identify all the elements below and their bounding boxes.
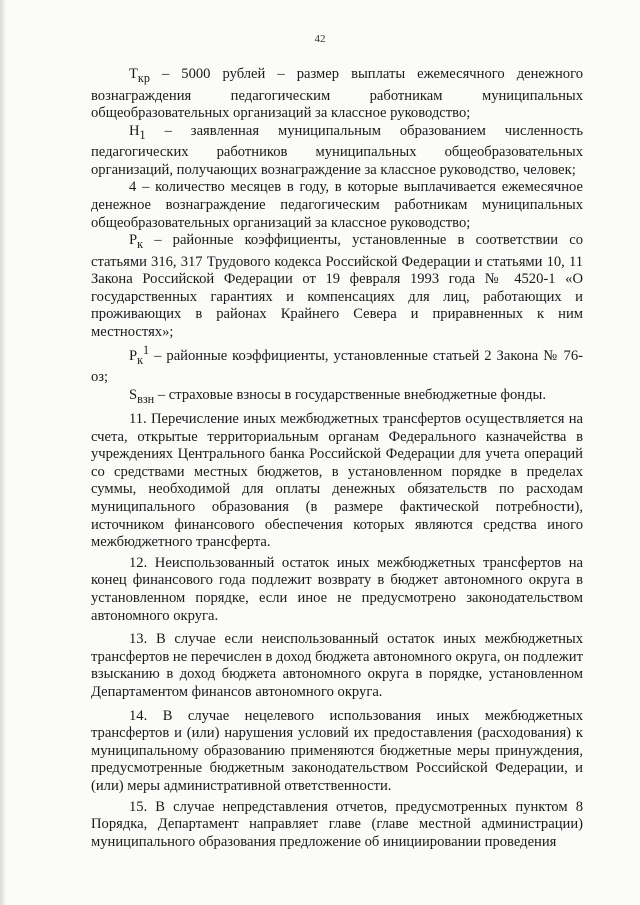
- paragraph-formula-rk1: [91, 342, 583, 387]
- variable-symbol: S: [129, 386, 138, 403]
- paragraph-item-12: 12. Неиспользованный остаток иных межбюджетных трансфертов на конец финансового года подлежит возврату в бюджет автономного округа в установленном порядке, если иное не предусмотрено законодательством автономного округа.: [91, 554, 583, 624]
- paragraph-text: – заявленная муниципальным образованием численность педагогических работников муниципальных общеобразовательных организаций, получающих вознаграждение за классное руководство, человек;: [91, 122, 583, 178]
- page-number: 42: [314, 33, 326, 45]
- variable-subscript: взн: [137, 391, 155, 406]
- variable-symbol: Т: [129, 66, 138, 82]
- variable-symbol: Н: [129, 122, 140, 139]
- variable-subscript: кр: [137, 70, 150, 85]
- paragraph-formula-tkr: [91, 66, 583, 123]
- paragraph-text: – страховые взносы в государственные внебюджетные фонды.: [154, 386, 546, 403]
- paragraph-formula-n1: [91, 123, 583, 180]
- paragraph-text: – количество месяцев в году, в которые выплачивается ежемесячное денежное вознаграждение педагогическим работникам муниципальных общеобразовательных организаций за классное руководство;: [91, 179, 583, 231]
- variable-superscript: 1: [143, 342, 150, 357]
- variable-symbol: Р: [129, 232, 138, 249]
- variable-subscript: к: [137, 352, 144, 367]
- paragraph-formula-svzn: [91, 387, 583, 409]
- paragraph-item-13: 13. В случае если неиспользованный остаток иных межбюджетных трансфертов не перечислен в доход бюджета автономного округа, он подлежит взысканию в доход бюджета автономного округа в порядке, установленном Департаментом финансов автономного округа.: [91, 631, 583, 700]
- paragraph-text: – 5000 рублей – размер выплаты ежемесячного денежного вознаграждения педагогическим работникам муниципальных общеобразовательных организаций за классное руководство;: [91, 66, 583, 122]
- variable-subscript: 1: [139, 127, 146, 142]
- paragraph-text: – районные коэффициенты, установленные статьей 2 Закона № 76-оз;: [91, 347, 583, 385]
- paragraph-item-15: 15. В случае непредставления отчетов, предусмотренных пунктом 8 Порядка, Департамент направляет главе (главе местной администрации) муниципального образования предложение об инициировании проведения: [91, 798, 583, 850]
- scan-shadow: [0, 0, 6, 905]
- paragraph-item-14: 14. В случае нецелевого использования иных межбюджетных трансфертов и (или) нарушения условий их предоставления (расходования) к муниципальному образованию применяются бюджетные меры принуждения, предусмотренные бюджетным законодательством Российской Федерации, и (или) меры административной ответственности.: [91, 707, 583, 794]
- paragraph-formula-rk: [91, 232, 583, 341]
- paragraph-item-11: 11. Перечисление иных межбюджетных трансфертов осуществляется на счета, открытые территориальным органам Федерального казначейства в учреждениях Центрального банка Российской Федерации для учета операций со средствами местных бюджетов, в установленном порядке в пределах суммы, необходимой для оплаты денежных обязательств по расходам муниципального образования (в размере фактической потребности), источником финансового обеспечения которых являются средства иного межбюджетного трансферта.: [91, 411, 583, 551]
- variable-symbol: Р: [129, 347, 138, 364]
- document-body: [91, 66, 583, 851]
- variable-symbol: 4: [129, 179, 137, 196]
- paragraph-text: – районные коэффициенты, установленные в соответствии со статьями 316, 317 Трудового кодекса Российской Федерации и статьями 10, 11 Закона Российской Федерации от 19 февраля 1993 года № 4520-1 «О государственных гарантиях и компенсациях для лиц, работающих и проживающих в районах Крайнего Севера и приравненных к ним местностях»;: [91, 232, 583, 341]
- variable-subscript: к: [137, 237, 144, 252]
- paragraph-formula-months: [91, 179, 583, 232]
